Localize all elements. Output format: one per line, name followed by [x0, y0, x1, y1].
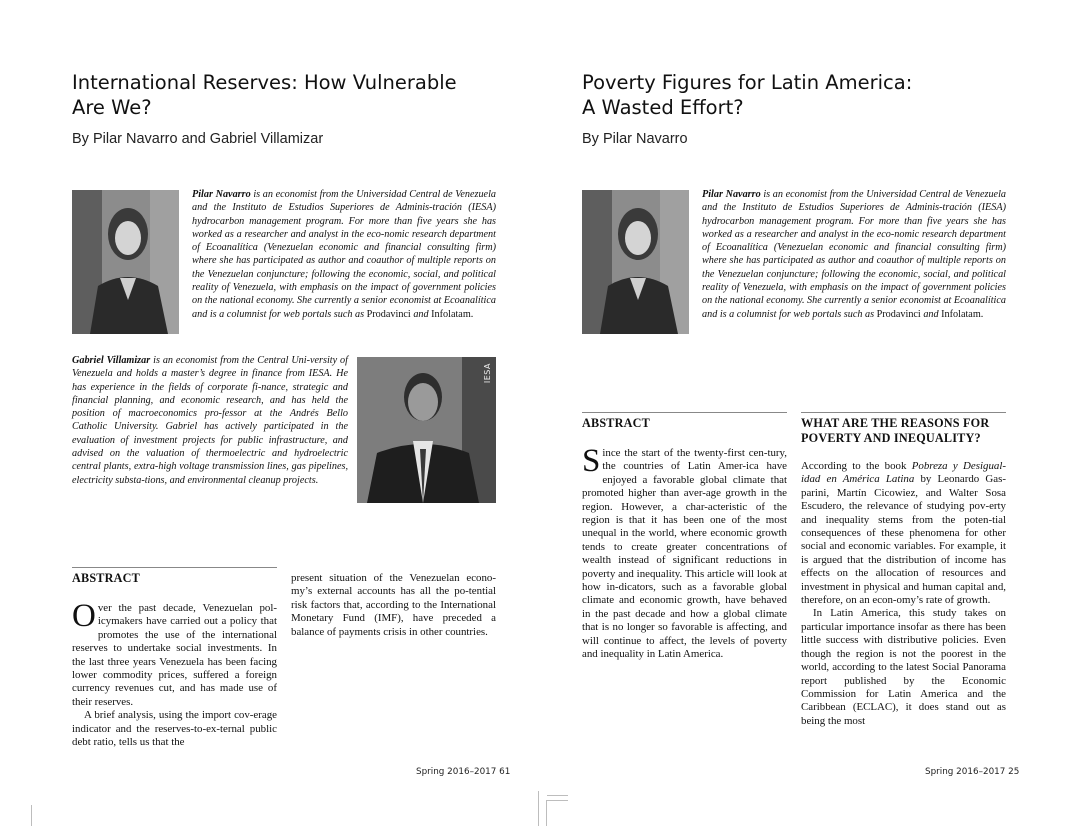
- gabriel-villamizar-portrait-image: [357, 357, 496, 503]
- iesa-badge: IESA: [483, 363, 492, 384]
- pilar-navarro-portrait-image: [72, 190, 179, 334]
- section-rule: [801, 412, 1006, 413]
- bio-text: is an economist from the Universidad Central de Venezuela and the Instituto de Estudios Superiores de Adminis-tración (IESA) hydrocarbon management program. For more than five years she has worked as a researcher and analyst in the eco-nomic research department of Ecoanalítica (Venezuelan economic and financial consulting firm) where she has participated as author and coauthor of multiple reports on the Venezuelan conjuncture; following the economic, social, and political reality of Venezuela, with emphasis on the impact of government policies on the national economy. She currently a senior economist at Ecoanalítica and is a columnist for web portals such as: [192, 189, 496, 320]
- bio-text: is an economist from the Universidad Central de Venezuela and the Instituto de Estudios Superiores de Adminis-tración (IESA) hydrocarbon management program. For more than five years she has worked as a researcher and analyst in the eco-nomic research department of Ecoanalítica (Venezuelan economic and financial consulting firm) where she has participated as author and coauthor of multiple reports on the Venezuelan conjuncture; following the economic, social, and political reality of Venezuela, with emphasis on the impact of government policies on the national economy. She currently a senior economist at Ecoanalítica and is a columnist for web portals such as: [702, 189, 1006, 320]
- gabriel-villamizar-photo: [357, 357, 496, 503]
- left-abstract-column-2: present situation of the Venezuelan econo-my’s external accounts has all the po-tential risk factors that, according to the International Monetary Fund (IMF), have preceded a balance of payments crisis in other countries.: [291, 572, 496, 638]
- bio-text: is an economist from the Central Uni-versity of Venezuela and holds a master’s degree in finance from IESA. He has experience in the fields of corporate fi-nance, strategic and financial planning, and economic research, and has held the position of macroeconomics pro-fessor at the Andrés Bello Catholic University. Gabriel has actively participated in the evaluation of investment projects for public infrastructure, and advised on the valuation of thermoelectric and hydroelectric central plants, extra-high voltage transmission lines, gas pipelines, electricity substa-tions, and environmental cleanup projects.: [72, 355, 348, 486]
- right-article-title: [582, 70, 1002, 120]
- left-article-title: [72, 70, 492, 120]
- bio-name: Pilar Navarro: [702, 189, 761, 200]
- right-byline: By Pilar Navarro: [582, 131, 688, 147]
- portal-name: Infolatam: [941, 308, 981, 320]
- crop-mark: [547, 795, 568, 796]
- bio-name: Pilar Navarro: [192, 189, 251, 200]
- pilar-navarro-bio: Pilar Navarro is an economist from the Universidad Central de Venezuela and the Instituto de Estudios Superiores de Adminis-tración (IESA) hydrocarbon management program. For more than five years she has worked as a researcher and analyst in the eco-nomic research department of Ecoanalítica (Venezuelan economic and financial consulting firm) where she has participated as author and coauthor of multiple reports on the Venezuelan conjuncture; following the economic, social, and political reality of Venezuela, with emphasis on the impact of government policies on the national economy. She currently a senior economist at Ecoanalítica and is a columnist for web portals such as Prodavinci and Infolatam.: [702, 189, 1006, 320]
- abstract-rule: [72, 567, 277, 568]
- crop-mark: [31, 805, 32, 826]
- dropcap: O: [72, 598, 96, 634]
- right-abstract-heading: ABSTRACT: [582, 416, 650, 430]
- dropcap: S: [582, 443, 601, 479]
- left-abstract-text: Over the past decade, Venezuelan pol-icymakers have carried out a policy that promotes the use of the international reserves to undertake social investments. In the last three years Venezuela has been facing lower commodity prices, suffered a foreign currency revenues cut, and has made use of their reserves. A brief analysis, using the import cov-erage indicator and the reserves-to-ex-ternal public debt ratio, tells us that the: [72, 598, 277, 749]
- right-page: [540, 0, 1080, 826]
- left-byline: By Pilar Navarro and Gabriel Villamizar: [72, 131, 324, 147]
- crop-mark: [538, 791, 539, 826]
- pilar-navarro-bio: Pilar Navarro is an economist from the Universidad Central de Venezuela and the Instituto de Estudios Superiores de Adminis-tración (IESA) hydrocarbon management program. For more than five years she has worked as a researcher and analyst in the eco-nomic research department of Ecoanalítica (Venezuelan economic and financial consulting firm) where she has participated as author and coauthor of multiple reports on the Venezuelan conjuncture; following the economic, social, and political reality of Venezuela, with emphasis on the impact of government policies on the national economy. She currently a senior economist at Ecoanalítica and is a columnist for web portals such as Prodavinci and Infolatam.: [192, 189, 496, 320]
- pilar-navarro-photo: [582, 190, 689, 334]
- crop-mark: [546, 800, 547, 826]
- pilar-navarro-portrait-image: [582, 190, 689, 334]
- pilar-navarro-photo: [72, 190, 179, 334]
- section-body-text: According to the book Pobreza y Desigual-idad en América Latina by Leonardo Gas-parini, Martín Cicowiez, and Walter Sosa Escudero, the relevance of studying pov-erty and inequality stems from the poten-tial consequences of these phenomena for other social and economic variables. For example, it is argued that the distribution of income has effects on the allocation of resources and investment in physical and human capital and, therefore, on an econ-omy’s rate of growth. In Latin America, this study takes on particular importance insofar as there has been little success with distributive policies. Even though the region is not the poorest in the world, according to the latest Social Panorama report published by the Economic Commission for Latin America and the Caribbean (ECLAC), it does stand out as being the most: [801, 460, 1006, 727]
- section-heading: WHAT ARE THE REASONS FOR POVERTY AND INEQUALITY?: [801, 416, 990, 445]
- left-abstract-heading: ABSTRACT: [72, 571, 140, 585]
- portal-name: Prodavinci: [876, 308, 921, 320]
- crop-mark: [546, 800, 568, 801]
- portal-name: Prodavinci: [366, 308, 411, 320]
- book-title: Pobreza y Desigual-idad en América Latina: [801, 460, 1006, 486]
- portal-name: Infolatam: [431, 308, 471, 320]
- left-title-line-1: International Reserves: How Vulnerable: [72, 71, 457, 94]
- right-abstract-text: Since the start of the twenty-first cen-tury, the countries of Latin Amer-ica have enjoyed a favorable global climate that promoted higher than aver-age growth in the region. However, a char-acteristic of the region is that it has been one of the most unequal in the world, where economic growth tends to create greater concentrations of wealth instead of significant reductions in poverty and inequality. This article will look at how in-dicators, such as a favorable global climate and economic growth, have behaved in the past decade and how a global climate that is no longer so favorable is affecting, and will continue to affect, the levels of poverty and inequality in Latin America.: [582, 443, 787, 661]
- abstract-rule: [582, 412, 787, 413]
- left-title-line-2: Are We?: [72, 96, 152, 119]
- bio-name: Gabriel Villamizar: [72, 355, 151, 366]
- page-folio: Spring 2016–2017 25: [925, 767, 1020, 777]
- gabriel-villamizar-bio: [72, 354, 348, 487]
- right-title-line-1: Poverty Figures for Latin America:: [582, 71, 913, 94]
- right-title-line-2: A Wasted Effort?: [582, 96, 744, 119]
- page-folio: Spring 2016–2017 61: [416, 767, 511, 777]
